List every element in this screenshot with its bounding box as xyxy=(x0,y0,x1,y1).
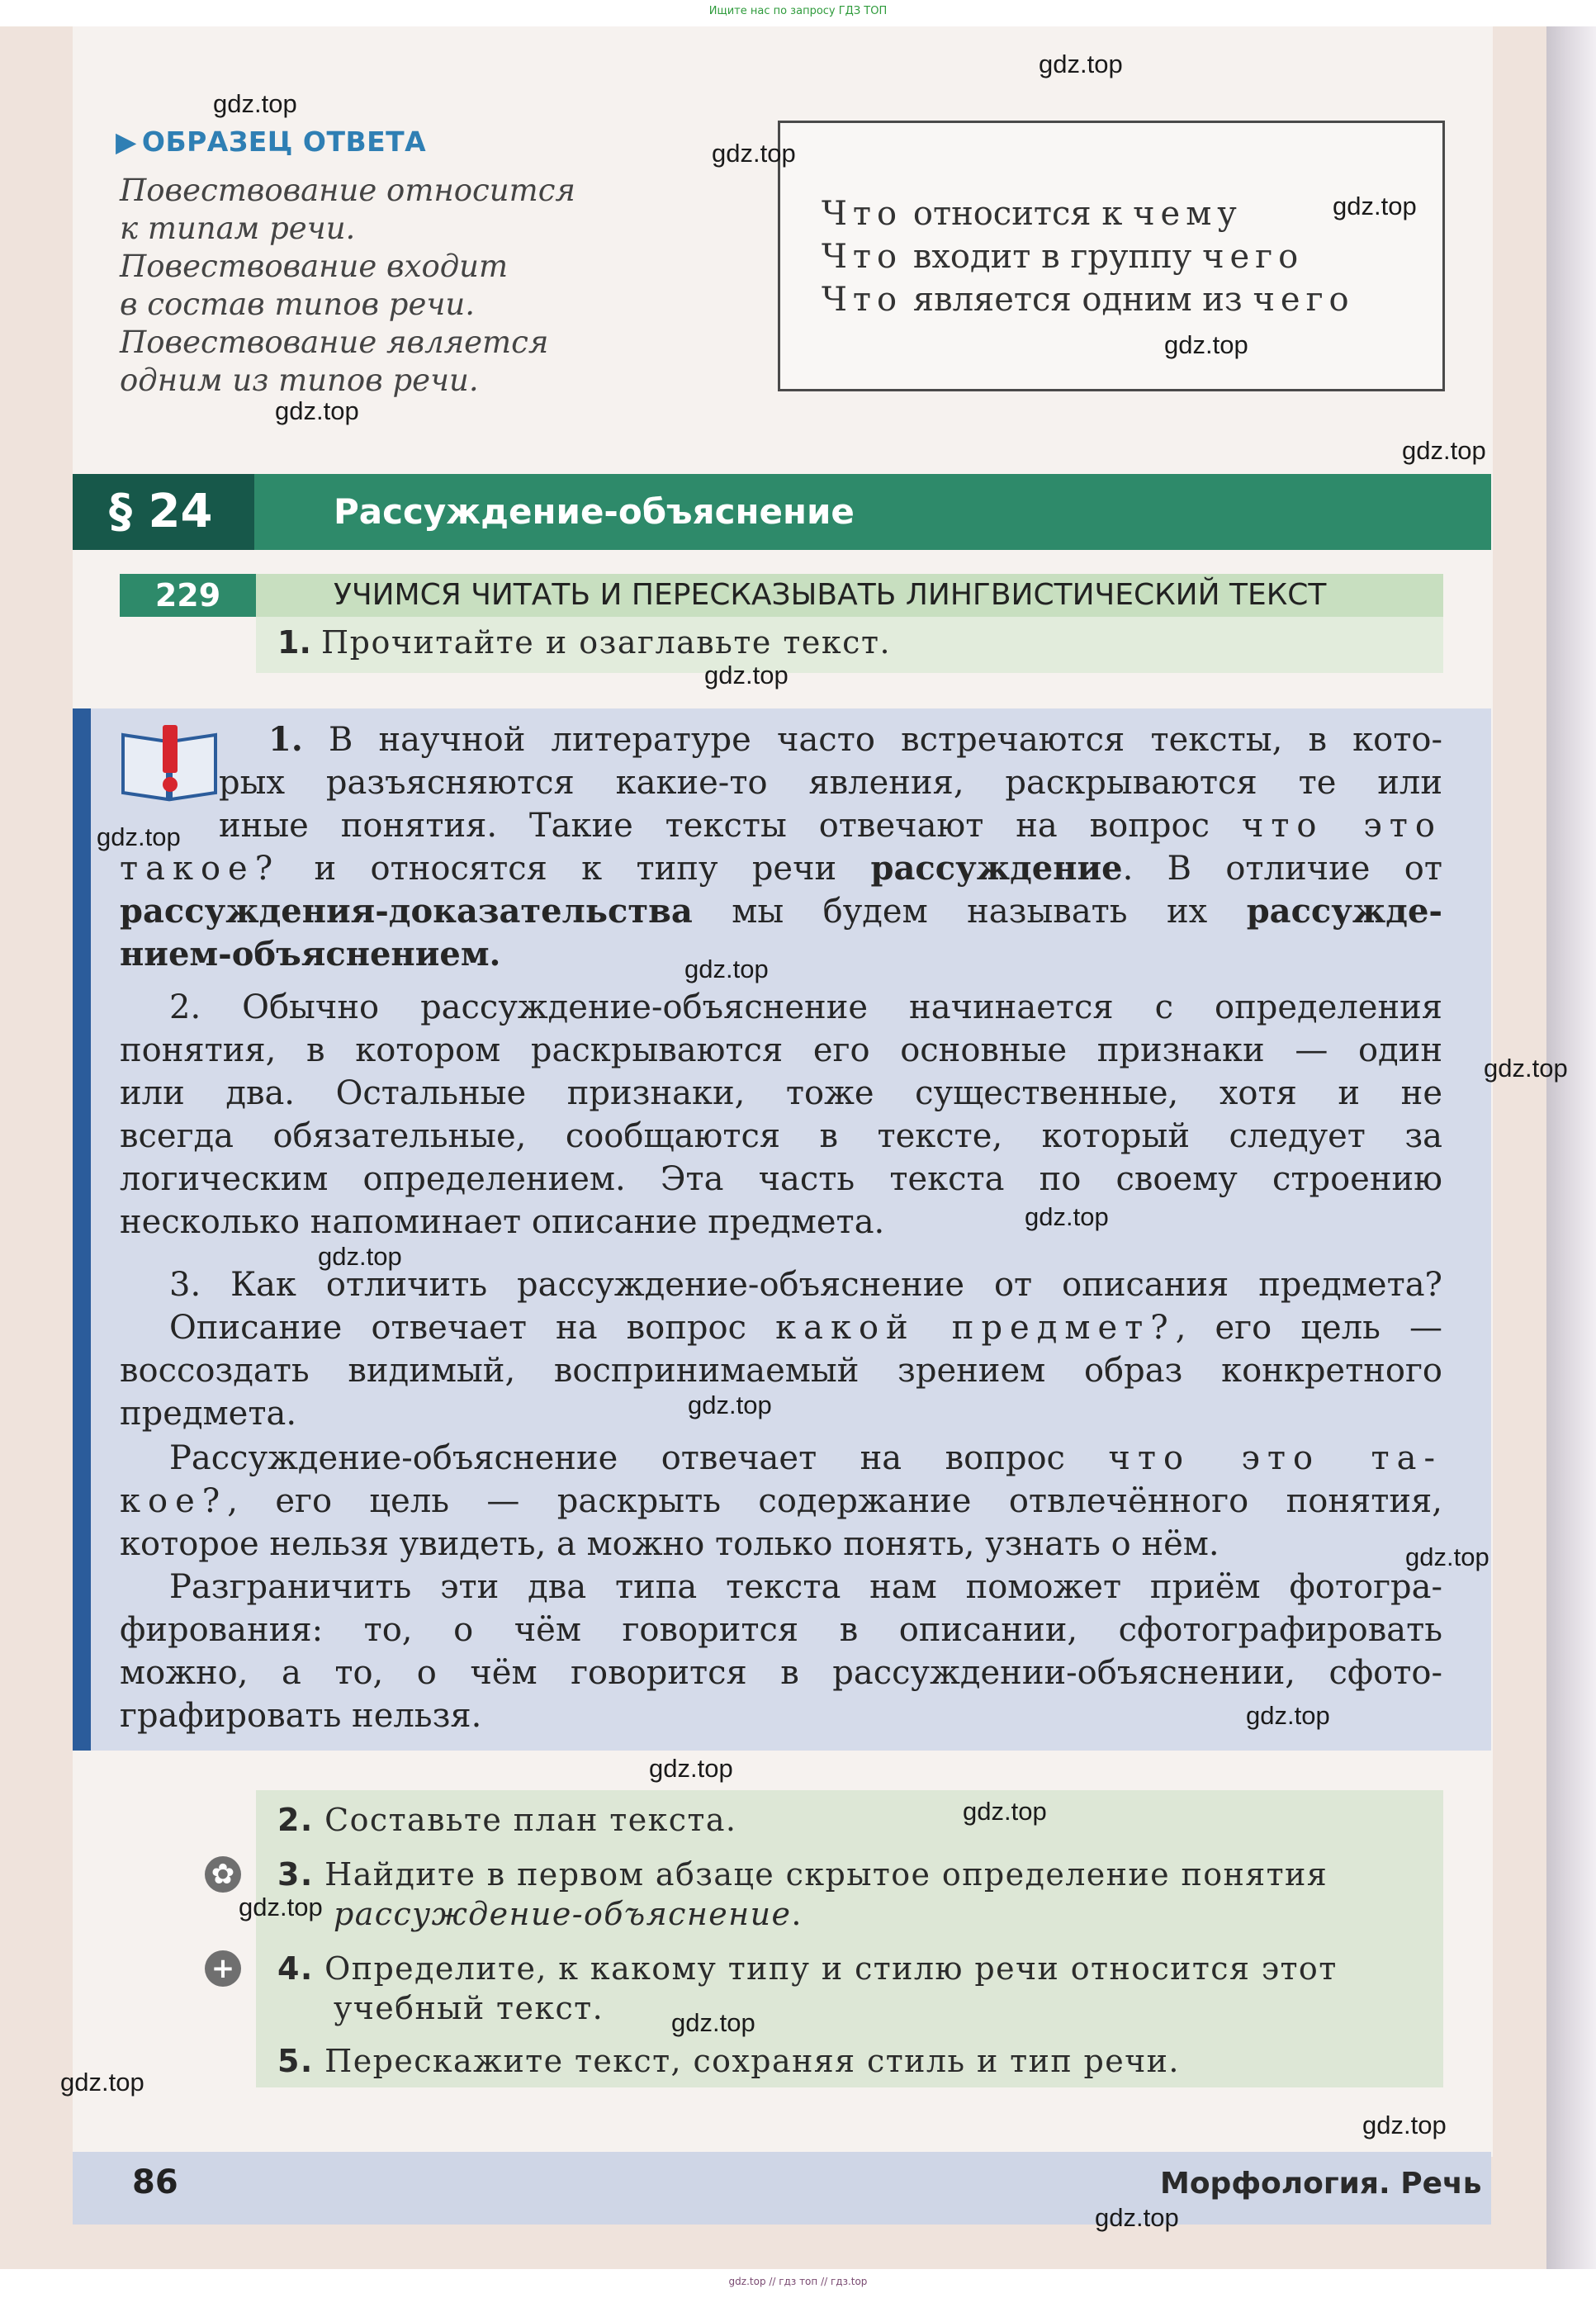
para4-line: воссоздать видимый, воспринимаемый зрением образ конкретного xyxy=(120,1352,1442,1390)
box-line xyxy=(822,278,1442,321)
watermark: gdz.top xyxy=(671,2008,755,2037)
watermark: gdz.top xyxy=(97,822,181,851)
flower-icon: ✿ xyxy=(205,1856,241,1893)
page-binding xyxy=(1546,26,1596,2269)
task-3 xyxy=(277,1855,1328,1894)
bold-term: рассуждение xyxy=(870,849,1123,888)
para3-line: 3. Как отличить рассуждение-объяснение от описания предмета? xyxy=(169,1266,1442,1304)
watermark: gdz.top xyxy=(318,1242,402,1271)
text-span: Рассуждение-объяснение отвечает на вопрос xyxy=(169,1439,1109,1477)
para6-line: можно, а то, о чём говорится в рассуждении-объяснении, сфото- xyxy=(120,1654,1442,1692)
bold-term: нием-объяснением. xyxy=(120,935,501,974)
box-word: является одним из xyxy=(902,281,1253,319)
watermark: gdz.top xyxy=(1095,2203,1179,2232)
watermark: gdz.top xyxy=(60,2068,144,2097)
bottom-note: gdz.top // гдз топ // гдз.top xyxy=(728,2276,868,2287)
watermark: gdz.top xyxy=(1164,330,1248,359)
sample-box xyxy=(778,121,1445,391)
exercise-number: 229 xyxy=(120,574,256,617)
para6-line: фирования: то, о чём говорится в описании, сфотографировать xyxy=(120,1611,1442,1649)
para4-line: предмета. xyxy=(120,1395,297,1433)
sample-line: Повествование относится xyxy=(120,173,575,208)
book-exclamation-icon xyxy=(120,723,219,803)
exercise-title: УЧИМСЯ ЧИТАТЬ И ПЕРЕСКАЗЫВАТЬ ЛИНГВИСТИЧЕСКИЙ ТЕКСТ xyxy=(334,578,1327,612)
section-title: Рассуждение-объяснение xyxy=(334,491,855,532)
box-word: Что xyxy=(822,238,903,276)
task-text: Составьте план текста. xyxy=(324,1802,737,1838)
para2-line: понятия, в котором раскрываются его основные признаки — один xyxy=(120,1031,1442,1069)
task-number: 3. xyxy=(277,1856,314,1893)
text-span: и относятся к типу речи xyxy=(280,850,871,888)
watermark: gdz.top xyxy=(1402,436,1486,465)
text-span: такое? xyxy=(120,850,281,888)
watermark: gdz.top xyxy=(963,1797,1047,1826)
para1-line: рых разъясняются какие-то явления, раскрываются те или xyxy=(219,764,1442,802)
task-number: 5. xyxy=(277,2043,314,2079)
task-text: Определите, к какому типу и стилю речи относится этот xyxy=(324,1950,1338,1987)
page-number: 86 xyxy=(132,2163,178,2201)
watermark: gdz.top xyxy=(1405,1542,1489,1571)
para2-line: несколько напоминает описание предмета. xyxy=(120,1203,885,1241)
para5-line: которое нельзя увидеть, а можно только понять, узнать о нём. xyxy=(120,1525,1219,1563)
para1-line xyxy=(219,804,1442,847)
watermark: gdz.top xyxy=(704,661,789,689)
text-span: иные понятия. Такие тексты отвечают на вопрос xyxy=(219,807,1242,845)
task-2 xyxy=(277,1800,736,1840)
box-word: Что xyxy=(822,195,903,233)
text-span: , его цель — xyxy=(1175,1309,1442,1347)
para-number: 1. xyxy=(268,720,303,759)
watermark: gdz.top xyxy=(275,396,359,425)
text-span: какой предмет? xyxy=(775,1309,1176,1347)
box-word: чего xyxy=(1202,238,1305,276)
task-5 xyxy=(277,2041,1180,2081)
para4-line xyxy=(169,1306,1442,1349)
para6-line: Разграничить эти два типа текста нам поможет приём фотогра- xyxy=(169,1568,1442,1606)
task-1 xyxy=(277,621,891,664)
text-span: что это та- xyxy=(1108,1439,1442,1477)
watermark: gdz.top xyxy=(1025,1202,1109,1231)
sample-line: Повествование является xyxy=(120,325,549,360)
text-span: В научной литературе часто встречаются тексты, в кото- xyxy=(328,721,1442,759)
watermark: gdz.top xyxy=(1246,1701,1330,1730)
para1-line xyxy=(120,847,1442,890)
bold-term: рассужде- xyxy=(1246,892,1442,931)
task-number: 1. xyxy=(277,624,311,661)
text-span: . В отличие от xyxy=(1122,850,1442,888)
para5-line xyxy=(169,1437,1442,1480)
watermark: gdz.top xyxy=(712,139,796,168)
task-text: Прочитайте и озаглавьте текст. xyxy=(320,624,892,661)
task-number: 2. xyxy=(277,1802,314,1838)
top-note: Ищите нас по запросу ГДЗ ТОП xyxy=(708,5,888,17)
sample-line: в состав типов речи. xyxy=(120,287,475,322)
para6-line: графировать нельзя. xyxy=(120,1697,482,1735)
task-number: 4. xyxy=(277,1950,314,1987)
task-3-cont xyxy=(334,1894,803,1934)
watermark: gdz.top xyxy=(1333,192,1417,220)
section-number: § 24 xyxy=(73,474,254,550)
watermark: gdz.top xyxy=(1362,2111,1447,2139)
task-text: Найдите в первом абзаце скрытое определение понятия xyxy=(324,1856,1328,1893)
box-line xyxy=(822,235,1442,278)
watermark: gdz.top xyxy=(213,89,297,118)
sample-heading-label: ОБРАЗЕЦ ОТВЕТА xyxy=(141,126,427,158)
task-text: Перескажите текст, сохраняя стиль и тип речи. xyxy=(324,2043,1180,2079)
text-span: мы будем называть их xyxy=(692,893,1247,931)
triangle-right-icon: ▶ xyxy=(116,126,137,158)
para1-line xyxy=(120,933,1442,976)
para1-line xyxy=(120,890,1442,933)
box-word: Что xyxy=(822,281,903,319)
para2-line: всегда обязательные, сообщаются в тексте, который следует за xyxy=(120,1117,1442,1155)
box-word: чего xyxy=(1253,281,1355,319)
text-span: , его цель — раскрыть содержание отвлечённого понятия, xyxy=(227,1482,1442,1520)
para5-line xyxy=(120,1480,1442,1523)
para2-line: логическим определением. Эта часть текста по своему строению xyxy=(120,1160,1442,1198)
box-word: чему xyxy=(1133,195,1243,233)
sample-line: Повествование входит xyxy=(120,249,509,284)
task-4-cont: учебный текст. xyxy=(334,1990,604,2026)
watermark: gdz.top xyxy=(1039,50,1123,78)
plus-icon: + xyxy=(205,1950,241,1987)
para1-line xyxy=(268,718,1442,761)
sample-text xyxy=(120,172,632,400)
watermark: gdz.top xyxy=(684,955,769,983)
box-word: входит в группу xyxy=(902,238,1203,276)
watermark: gdz.top xyxy=(239,1893,323,1921)
box-word: относится к xyxy=(902,195,1134,233)
text-span: кое? xyxy=(120,1482,228,1520)
watermark: gdz.top xyxy=(649,1754,733,1783)
footer-title: Морфология. Речь xyxy=(1160,2167,1482,2201)
task-text: . xyxy=(791,1896,803,1932)
text-span: Описание отвечает на вопрос xyxy=(169,1309,776,1347)
watermark: gdz.top xyxy=(688,1391,772,1419)
sample-line: одним из типов речи. xyxy=(120,362,479,398)
italic-term: рассуждение-объяснение xyxy=(334,1896,792,1932)
bold-term: рассуждения-доказательства xyxy=(120,892,693,931)
watermark: gdz.top xyxy=(1484,1054,1568,1083)
para2-line: или два. Остальные признаки, тоже существенные, хотя и не xyxy=(120,1074,1442,1112)
text-span: что это xyxy=(1241,807,1443,845)
para2-line: 2. Обычно рассуждение-объяснение начинается с определения xyxy=(169,988,1442,1026)
sample-heading xyxy=(116,126,426,158)
sample-line: к типам речи. xyxy=(120,211,356,246)
task-4 xyxy=(277,1949,1338,1988)
